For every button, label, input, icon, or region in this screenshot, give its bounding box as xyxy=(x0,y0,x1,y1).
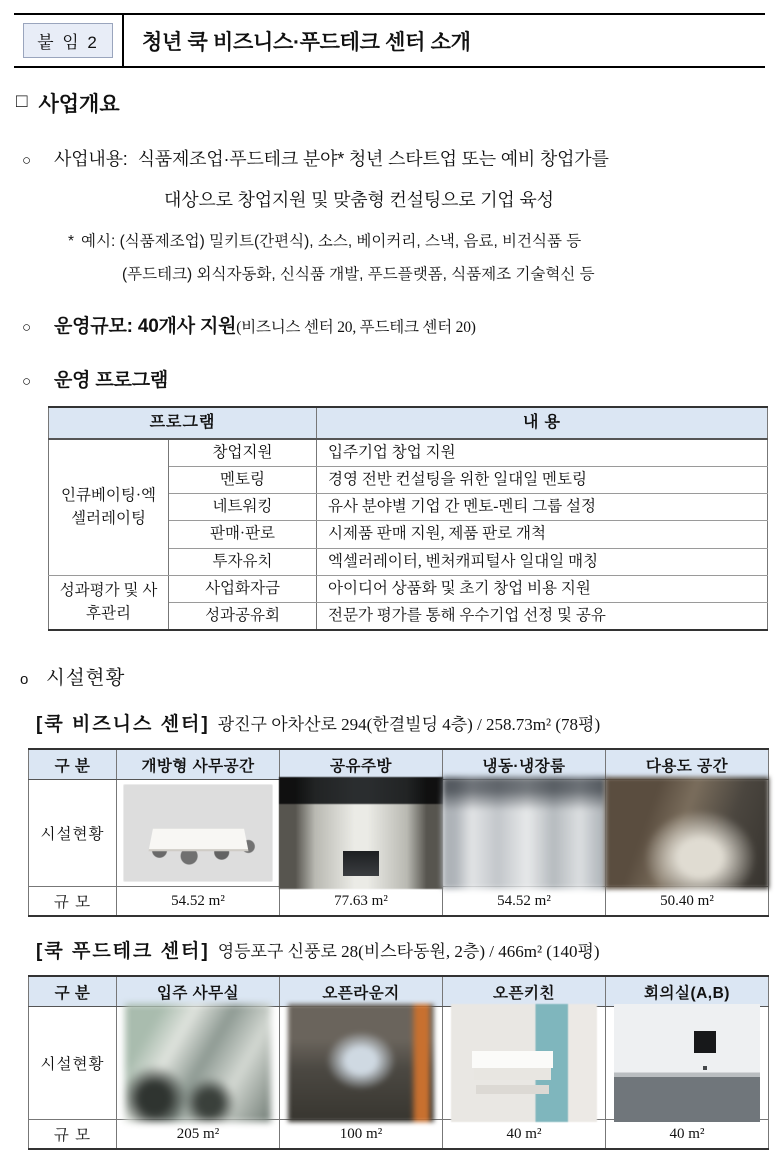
photo-art xyxy=(605,777,769,889)
program-table-header-program: 프로그램 xyxy=(49,407,317,439)
document-page xyxy=(0,13,779,1145)
foodtech-center-table xyxy=(28,975,769,1150)
foodtech-center-name: [쿡 푸드테크 센터] xyxy=(36,940,210,962)
facilities-heading-text: 시설현황 xyxy=(46,666,126,689)
facility-photo-open-kitchen xyxy=(459,1012,589,1114)
facility-photo-open-lounge xyxy=(296,1012,426,1114)
business-content-line1 xyxy=(22,145,765,171)
business-content-line2: 대상으로 창업지원 및 맞춤형 컨설팅으로 기업 육성 xyxy=(164,190,554,210)
program-desc: 시제품 판매 지원, 제품 판로 개척 xyxy=(317,521,768,548)
facility-photo-row xyxy=(29,780,769,887)
example-note-text1: 예시: (식품제조업) 밀키트(간편식), 소스, 베이커리, 스낵, 음료, 비건식품 등 xyxy=(81,233,582,250)
facility-size: 54.52 m² xyxy=(443,887,606,916)
size-row-label: 규 모 xyxy=(29,887,117,916)
facility-photo-row xyxy=(29,1007,769,1120)
example-note-line2: (푸드테크) 외식자동화, 신식품 개발, 푸드플랫폼, 식품제조 기술혁신 등 xyxy=(122,266,595,283)
facility-size: 77.63 m² xyxy=(280,887,443,916)
facility-size: 50.40 m² xyxy=(606,887,769,916)
foodtech-center-address: 영등포구 신풍로 28(비스타동원, 2층) / 466m² (140평) xyxy=(217,941,600,961)
foodtech-center-title-line xyxy=(36,936,765,963)
facility-name: 개방형 사무공간 xyxy=(117,749,280,780)
program-name: 창업지원 xyxy=(169,439,317,467)
facility-photo-tenant-office xyxy=(133,1012,263,1114)
facility-name: 오픈라운지 xyxy=(280,976,443,1007)
facility-name: 다용도 공간 xyxy=(606,749,769,780)
facility-photo-shared-kitchen xyxy=(287,785,435,881)
facility-row-label: 시설현황 xyxy=(29,780,117,887)
facility-table-header-row xyxy=(29,976,769,1007)
facility-name: 공유주방 xyxy=(280,749,443,780)
facility-name: 오픈키친 xyxy=(443,976,606,1007)
business-center-name: [쿡 비즈니스 센터] xyxy=(36,713,210,735)
circle-bullet-icon: ○ xyxy=(22,373,31,390)
business-content-label: 사업내용: xyxy=(54,149,128,169)
photo-art xyxy=(451,1004,597,1122)
program-group-evaluation: 성과평가 및 사후관리 xyxy=(49,575,169,630)
program-name: 투자유치 xyxy=(169,548,317,575)
facility-name: 입주 사무실 xyxy=(117,976,280,1007)
business-center-table xyxy=(28,748,769,917)
facility-size: 40 m² xyxy=(606,1120,769,1149)
program-desc: 경영 전반 컨설팅을 위한 일대일 멘토링 xyxy=(317,467,768,494)
facility-photo-open-office xyxy=(124,785,272,881)
section-heading-overview xyxy=(16,88,765,118)
facility-name: 회의실(A,B) xyxy=(606,976,769,1007)
program-name: 판매·판로 xyxy=(169,521,317,548)
facility-row-label: 시설현황 xyxy=(29,1007,117,1120)
circle-bullet-icon: ○ xyxy=(22,152,31,169)
business-content-text: 식품제조업·푸드테크 분야* 청년 스타트업 또는 예비 창업가를 xyxy=(137,149,609,169)
square-bullet-icon: □ xyxy=(16,91,28,112)
business-center-address: 광진구 아차산로 294(한결빌딩 4층) / 258.73m² (78평) xyxy=(217,714,601,734)
photo-art xyxy=(125,1004,271,1122)
program-desc: 엑셀러레이터, 벤처캐피털사 일대일 매칭 xyxy=(317,548,768,575)
facility-size: 100 m² xyxy=(280,1120,443,1149)
section-heading-text: 사업개요 xyxy=(38,93,120,116)
program-desc: 전문가 평가를 통해 우수기업 선정 및 공유 xyxy=(328,606,606,624)
operating-scale-text: 운영규모: 40개사 지원 xyxy=(54,316,237,337)
table-row xyxy=(49,575,768,602)
circle-bullet-icon: o xyxy=(20,670,29,688)
circle-bullet-icon: ○ xyxy=(22,319,31,336)
program-name: 멘토링 xyxy=(169,467,317,494)
program-name: 사업화자금 xyxy=(169,575,317,602)
facility-size-row xyxy=(29,1120,769,1149)
example-note-line1 xyxy=(68,229,765,251)
program-heading-text: 운영 프로그램 xyxy=(54,370,169,391)
size-row-label: 규 모 xyxy=(29,1120,117,1149)
program-heading-line xyxy=(22,365,765,392)
facility-photo-meeting-room xyxy=(622,1012,752,1114)
operating-scale-detail: (비즈니스 센터 20, 푸드테크 센터 20) xyxy=(236,319,476,336)
operating-scale-line xyxy=(22,311,765,338)
facility-col-header: 구 분 xyxy=(29,749,117,780)
attachment-badge: 붙 임 2 xyxy=(23,23,113,58)
asterisk-icon: * xyxy=(68,233,75,250)
program-desc: 유사 분야별 기업 간 멘토-멘티 그룹 설정 xyxy=(317,494,768,521)
facility-size: 54.52 m² xyxy=(117,887,280,916)
program-name: 네트워킹 xyxy=(169,494,317,521)
facilities-heading-line xyxy=(20,662,765,690)
attachment-header xyxy=(14,13,765,68)
photo-art xyxy=(279,777,443,889)
facility-photo-multipurpose-space xyxy=(613,785,761,881)
photo-art xyxy=(288,1004,434,1122)
program-table-header-content: 내 용 xyxy=(317,407,768,439)
program-desc: 아이디어 상품화 및 초기 창업 비용 지원 xyxy=(317,575,768,602)
facility-size: 205 m² xyxy=(117,1120,280,1149)
business-center-title-line xyxy=(36,709,765,736)
program-group-incubating: 인큐베이팅·엑셀러레이팅 xyxy=(49,439,169,575)
attachment-badge-cell xyxy=(14,15,124,66)
facility-name: 냉동·냉장룸 xyxy=(443,749,606,780)
facility-col-header: 구 분 xyxy=(29,976,117,1007)
facility-size-row xyxy=(29,887,769,916)
photo-art xyxy=(116,777,280,889)
photo-art xyxy=(442,777,606,889)
program-name: 성과공유회 xyxy=(169,602,317,630)
program-table-header-row xyxy=(49,407,768,439)
program-table xyxy=(48,406,768,631)
page-title: 청년 쿡 비즈니스·푸드테크 센터 소개 xyxy=(142,30,471,54)
photo-art xyxy=(614,1004,760,1122)
facility-size: 40 m² xyxy=(443,1120,606,1149)
program-desc: 입주기업 창업 지원 xyxy=(317,439,768,467)
facility-photo-cold-storage-room xyxy=(450,785,598,881)
facility-table-header-row xyxy=(29,749,769,780)
table-row xyxy=(49,439,768,467)
